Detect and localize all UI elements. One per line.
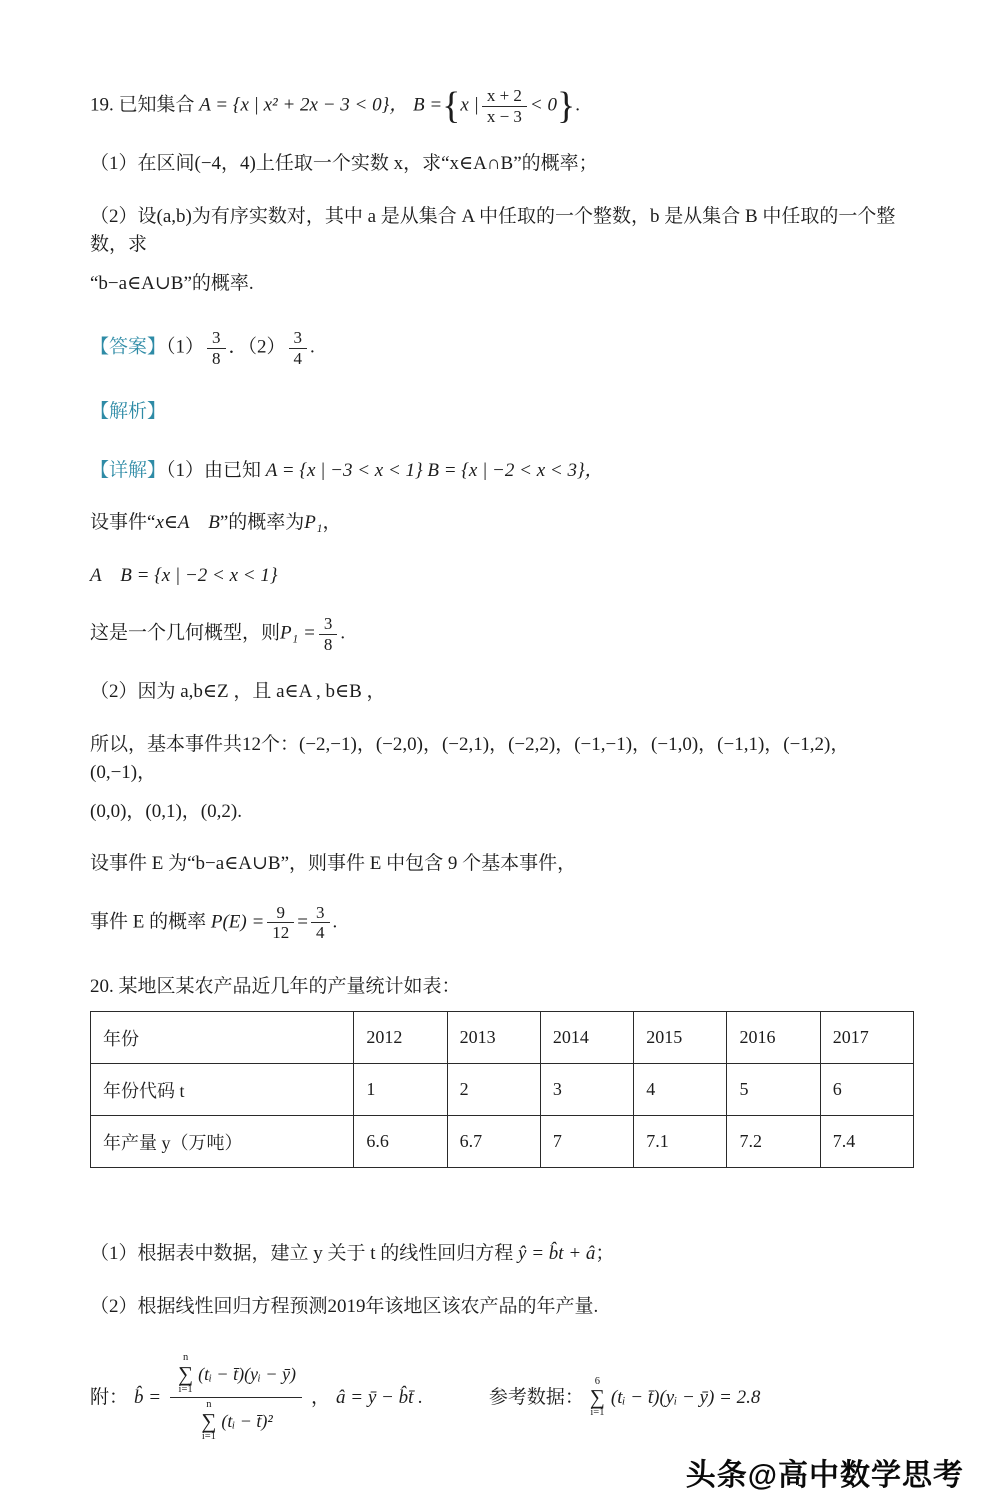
table-cell: 2016 xyxy=(727,1012,820,1064)
table-cell: 5 xyxy=(727,1064,820,1116)
fraction xyxy=(207,328,226,368)
table-cell: 1 xyxy=(354,1064,447,1116)
left-brace: { xyxy=(442,85,461,128)
note-ahat: â = ȳ − b̂t̄ . xyxy=(336,1386,423,1408)
fraction-denominator: 8 xyxy=(319,634,338,655)
answer-mid: ．（2） xyxy=(228,336,286,358)
prob-math: P(E) = xyxy=(210,911,265,933)
reference-label: 参考数据： xyxy=(488,1386,584,1408)
answer-tag: 【答案】 xyxy=(90,336,167,358)
geo-end: . xyxy=(340,622,346,644)
q19-intro: 已知集合 xyxy=(113,94,200,116)
reference-data xyxy=(489,1377,760,1419)
event-post: ”的概率为 xyxy=(219,512,305,534)
sum-lower: i=1 xyxy=(178,1383,193,1395)
q20-title: 20. 某地区某农产品近几年的产量统计如表： xyxy=(90,975,461,997)
fraction-numerator xyxy=(170,1351,302,1397)
table-cell: 6.7 xyxy=(447,1116,540,1168)
right-brace: } xyxy=(557,85,576,128)
table-cell: 年份 xyxy=(91,1012,354,1064)
period: . xyxy=(575,94,580,116)
table-cell: 4 xyxy=(634,1064,727,1116)
note-bhat: b̂ = xyxy=(134,1386,162,1408)
table-cell: 2014 xyxy=(540,1012,633,1064)
sigma-sum xyxy=(178,1353,193,1395)
q19-set-b-eq: B = xyxy=(412,94,443,116)
table-cell: 年份代码 t xyxy=(91,1064,354,1116)
prob-equals: = xyxy=(297,911,309,933)
fraction-denominator: x − 3 xyxy=(482,106,527,127)
table-cell: 2012 xyxy=(354,1012,447,1064)
fraction-denominator xyxy=(170,1397,302,1444)
detail-tag: 【详解】 xyxy=(90,459,167,481)
fraction-numerator: 3 xyxy=(293,328,303,348)
detail-intro: （1）由已知 xyxy=(166,459,266,481)
q19-part1: （1）在区间(−4，4)上任取一个实数 x，求“x∈A∩B”的概率； xyxy=(90,153,598,175)
q20-part1-text: （1）根据表中数据，建立 y 关于 t 的线性回归方程 xyxy=(90,1243,519,1265)
prob-end: . xyxy=(332,911,338,933)
sum-upper: n xyxy=(206,1399,212,1411)
answer-end: . xyxy=(310,336,315,358)
fraction-numerator: 3 xyxy=(316,902,325,922)
detail-set-a: A = {x | −3 < x < 1} xyxy=(265,459,423,481)
fraction-denominator: 4 xyxy=(289,348,308,369)
fraction xyxy=(482,86,527,126)
table-cell: 7.1 xyxy=(634,1116,727,1168)
sigma-icon: ∑ xyxy=(178,1361,194,1386)
q20-part1-end: ； xyxy=(595,1243,615,1265)
sigma-icon: ∑ xyxy=(201,1408,217,1433)
detail-part2-line2: 所以，基本事件共12个：(−2,−1)，(−2,0)，(−2,1)，(−2,2)，(−1,−1)，(−1,0)，(−1,1)，(−1,2)，(0,−1)， xyxy=(90,733,850,784)
detail-part2-line3: (0,0)，(0,1)，(0,2). xyxy=(90,800,242,822)
q19-set-b-lt: < 0 xyxy=(529,94,557,116)
table-cell: 2017 xyxy=(820,1012,913,1064)
table-cell: 3 xyxy=(540,1064,633,1116)
geo-pre: 这是一个几何概型，则 xyxy=(90,622,281,644)
detail-set-b: B = {x | −2 < x < 3}， xyxy=(422,459,604,481)
detail-part2-line4: 设事件 E 为“b−a∈A∪B”，则事件 E 中包含 9 个基本事件， xyxy=(90,853,577,875)
fraction xyxy=(267,903,294,943)
q19-set-b-var: x | xyxy=(460,94,479,116)
fraction-numerator: 9 xyxy=(276,902,286,922)
note-prefix: 附： xyxy=(90,1386,129,1408)
fraction xyxy=(319,614,338,654)
fraction-denominator: 12 xyxy=(267,922,294,943)
table-cell: 2013 xyxy=(447,1012,540,1064)
detail-prob-line xyxy=(90,903,914,943)
table-cell: 7 xyxy=(540,1116,633,1168)
q19-part2: （2）设(a,b)为有序实数对，其中 a 是从集合 A 中任取的一个整数，b 是从集合 B 中任取的一个整数，求 xyxy=(90,205,896,256)
production-table xyxy=(90,1011,914,1168)
q20-part1 xyxy=(90,1240,914,1269)
fraction-denominator: 8 xyxy=(207,348,226,369)
table-cell: 7.2 xyxy=(727,1116,820,1168)
sum-upper: 6 xyxy=(594,1375,601,1387)
numerator-expression: (tᵢ − t̄)(yᵢ − ȳ) xyxy=(198,1364,297,1385)
watermark: 头条@高中数学思考 xyxy=(685,1459,964,1493)
sum-lower: i=1 xyxy=(201,1430,216,1442)
note-comma: ， xyxy=(311,1386,331,1408)
q19-set-a: A = {x | x² + 2x − 3 < 0}， xyxy=(199,94,409,116)
sum-upper: n xyxy=(182,1352,189,1364)
event-pre: 设事件“ xyxy=(90,512,156,534)
table-cell: 6.6 xyxy=(354,1116,447,1168)
event-math: x∈A B xyxy=(155,512,220,534)
table-row xyxy=(91,1116,914,1168)
sigma-sum xyxy=(201,1400,216,1442)
table-row xyxy=(91,1064,914,1116)
q19-part2-cont: “b−a∈A∪B”的概率. xyxy=(90,272,254,294)
sum-lower: i=1 xyxy=(590,1407,605,1419)
q20-part1-equation: ŷ = b̂t + â xyxy=(518,1243,596,1265)
table-cell: 6 xyxy=(820,1064,913,1116)
q19-number: 19. xyxy=(90,94,114,116)
q20-part2: （2）根据线性回归方程预测2019年该地区该农产品的年产量. xyxy=(90,1295,599,1317)
denominator-expression: (tᵢ − t̄)² xyxy=(221,1411,273,1432)
fraction xyxy=(289,328,308,368)
fraction-numerator: 3 xyxy=(323,614,333,634)
reference-expression: (tᵢ − t̄)(yᵢ − ȳ) = 2.8 xyxy=(610,1386,761,1408)
answer-line xyxy=(90,328,914,368)
answer-part1-label: （1） xyxy=(166,336,205,358)
table-row xyxy=(91,1012,914,1064)
sigma-sum xyxy=(590,1377,605,1419)
fraction-denominator: 4 xyxy=(311,922,330,943)
table-cell: 2015 xyxy=(634,1012,727,1064)
table-cell: 7.4 xyxy=(820,1116,913,1168)
fraction xyxy=(311,903,330,943)
detail-line-geometric xyxy=(90,614,914,654)
detail-line-intersection: A B = {x | −2 < x < 1} xyxy=(90,564,278,586)
fraction-numerator: x + 2 xyxy=(486,86,522,105)
detail-line-known xyxy=(90,457,914,486)
analysis-line xyxy=(90,398,914,427)
analysis-tag: 【解析】 xyxy=(90,401,167,423)
regression-fraction xyxy=(170,1351,302,1444)
event-comma: ， xyxy=(322,512,342,534)
table-cell: 年产量 y（万吨） xyxy=(91,1116,354,1168)
detail-line-event xyxy=(90,509,914,538)
q19-heading xyxy=(90,86,914,126)
event-p1: P₁ xyxy=(304,512,323,534)
q20-note-line xyxy=(90,1351,914,1444)
sigma-icon: ∑ xyxy=(589,1385,605,1410)
prob-pre: 事件 E 的概率 xyxy=(90,911,211,933)
geo-math: P₁ = xyxy=(280,622,316,644)
fraction-numerator: 3 xyxy=(212,328,221,348)
detail-part2-line1: （2）因为 a,b∈Z ，且 a∈A , b∈B ， xyxy=(90,681,386,703)
table-cell: 2 xyxy=(447,1064,540,1116)
